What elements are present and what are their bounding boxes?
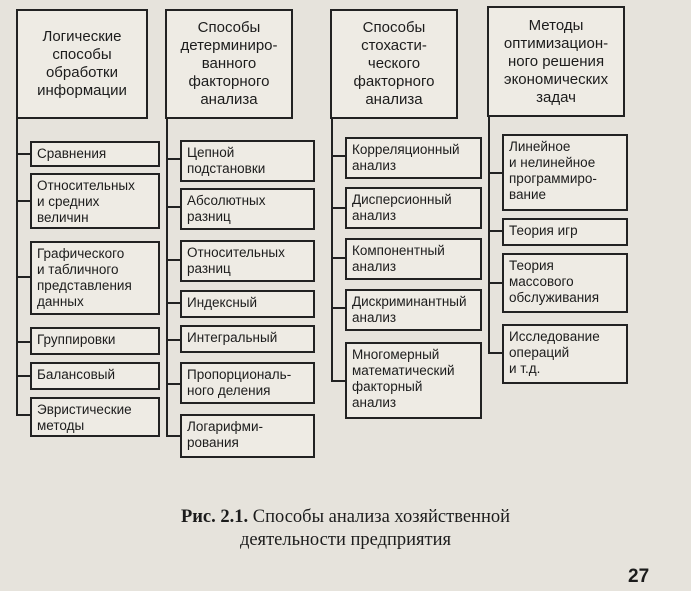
column-1-item-6: Эвристические методы	[30, 397, 160, 437]
column-3-item-4: Дискриминантный анализ	[345, 289, 482, 331]
column-4-connector	[488, 117, 490, 354]
page-number: 27	[628, 566, 650, 587]
column-3-item-2: Дисперсионный анализ	[345, 187, 482, 229]
column-1-connector	[16, 119, 18, 415]
column-1-item-2: Относительных и средних величин	[30, 173, 160, 229]
column-3-item-5: Многомерный математический факторный анализ	[345, 342, 482, 419]
column-3-item-3: Компонентный анализ	[345, 238, 482, 280]
column-3-header: Способы стохасти- ческого факторного анализа	[330, 9, 458, 119]
column-4-item-3: Теория массового обслуживания	[502, 253, 628, 313]
column-2-item-2: Абсолютных разниц	[180, 188, 315, 230]
column-2-item-1: Цепной подстановки	[180, 140, 315, 182]
column-1-header: Логические способы обработки информации	[16, 9, 148, 119]
column-1-item-3: Графического и табличного представления данных	[30, 241, 160, 315]
figure-caption	[0, 506, 691, 552]
caption-line-1: Способы анализа хозяйственной	[252, 507, 511, 527]
column-2-item-3: Относительных разниц	[180, 240, 315, 282]
column-4-item-4: Исследование операций и т.д.	[502, 324, 628, 384]
column-1-item-1: Сравнения	[30, 141, 160, 167]
column-4-item-2: Теория игр	[502, 218, 628, 246]
column-4-item-1: Линейное и нелинейное программиро- вание	[502, 134, 628, 211]
column-2-item-6: Пропорциональ- ного деления	[180, 362, 315, 404]
column-2-item-5: Интегральный	[180, 325, 315, 353]
column-1-item-4: Группировки	[30, 327, 160, 355]
column-4-header: Методы оптимизацион- ного решения экономических задач	[487, 6, 625, 117]
column-1-item-5: Балансовый	[30, 362, 160, 390]
caption-line-2: деятельности предприятия	[239, 530, 452, 550]
column-3-connector	[331, 119, 333, 382]
column-2-item-7: Логарифми- рования	[180, 414, 315, 458]
column-2-item-4: Индексный	[180, 290, 315, 318]
column-2-connector	[166, 119, 168, 437]
figure-label: Рис. 2.1.	[180, 507, 249, 527]
column-2-header: Способы детерминиро- ванного факторного анализа	[165, 9, 293, 119]
column-3-item-1: Корреляционный анализ	[345, 137, 482, 179]
